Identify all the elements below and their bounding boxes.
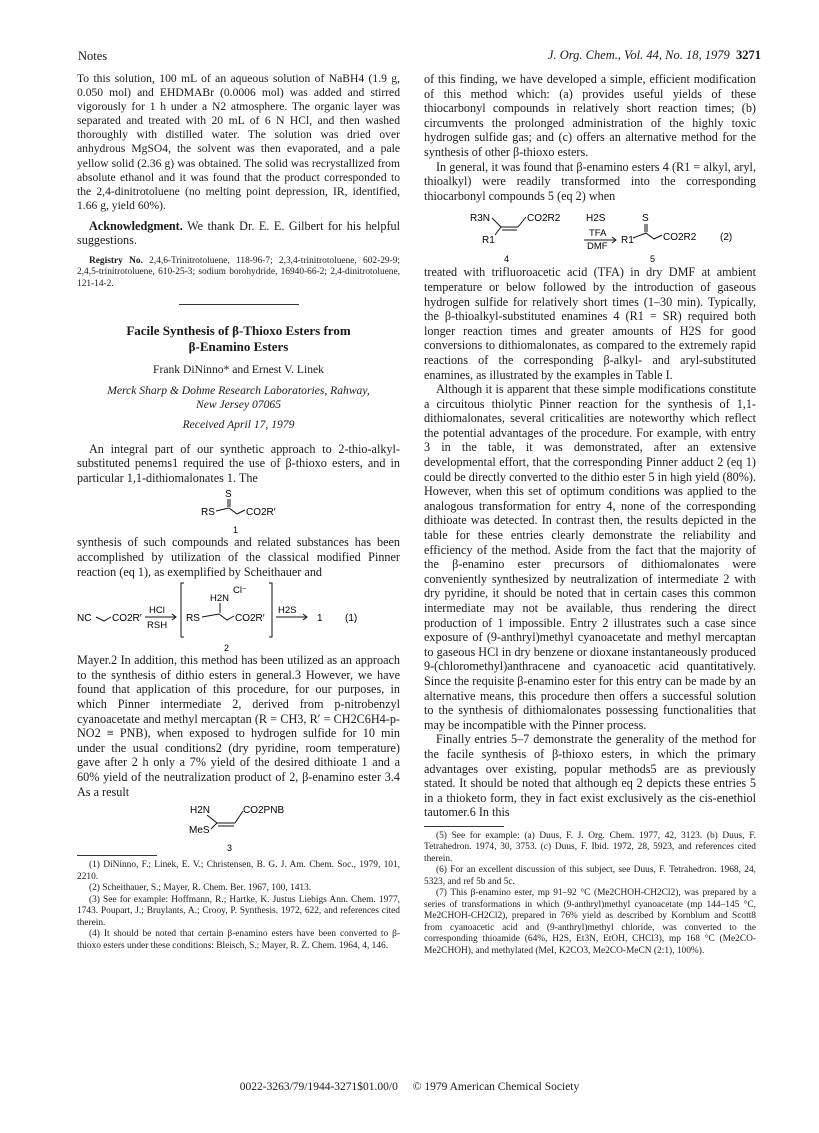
title-line-2: β-Enamino Esters — [188, 339, 289, 355]
received-date: Received April 17, 1979 — [182, 417, 295, 431]
structure-1-ester: CO2R′ — [246, 507, 276, 519]
eq2-sulfur: S — [642, 213, 649, 225]
footnote-4: (4) It should be noted that certain β-enamino esters have been converted to β-thioxo esters under these conditions: Bleisch, S.; Mayer, R. Z. Chem. 1964, 4, 146. — [77, 929, 400, 951]
structure-1-rs: RS — [201, 507, 215, 519]
eq2-ester: CO2R2 — [527, 213, 561, 225]
equation-2-drawing — [424, 203, 756, 265]
eq1-chloride: Cl⁻ — [233, 585, 247, 597]
footnote-2: (2) Scheithauer, S.; Mayer, R. Chem. Ber. 1967, 100, 1413. — [89, 883, 312, 894]
footnote-3: (3) See for example: Hoffmann, R.; Hartke, K. Justus Liebigs Ann. Chem. 1977, 1743. Poupart, J.; Bruylants, A.; Crooy, P. Synthesis. 1972, 622, and references cited therein. — [77, 894, 400, 928]
structure-3-mes: MeS — [189, 825, 210, 837]
authors: Frank DiNinno* and Ernest V. Linek — [153, 363, 324, 377]
acknowledgment — [77, 219, 400, 248]
structure-3-drawing — [77, 799, 400, 855]
eq1-hcl: HCl — [149, 605, 165, 617]
result-paragraph: Mayer.2 In addition, this method has been utilized as an approach to the synthesis of dithio esters in general.3 However, we have found that application of this procedure, for our purposes, in which Pinner intermediate 2, derived from p-nitrobenzyl cyanoacetate and methyl mercaptan (R = CH3, R′ = CH2C6H4-p-NO2 ≡ PNB), when exposed to hydrogen sulfide for 10 min under the usual conditions2 (dry pyridine, room temperature) gave after 2 h only a 7% yield of the desired dithioate 1 and a 60% yield of the neutralization product of 2, β-enamino ester 3.4 As a result — [77, 653, 400, 799]
eq2-h2s: H2S — [586, 213, 606, 225]
structure-1-drawing — [77, 485, 400, 535]
eq1-rsh: RSH — [147, 620, 168, 632]
eq2-dmf: DMF — [587, 241, 608, 253]
affiliation-line-2: New Jersey 07065 — [195, 397, 281, 411]
registry-text: 2,4,6-Trinitrotoluene, 118-96-7; 2,3,4-trinitrotoluene, 602-29-9; 2,4,5-trinitrotoluene, 610-25-3; sodium borohydride, 16940-66-2; 2,4-dinitrotoluene, 121-14-2. — [77, 255, 400, 289]
footnote-6: (6) For an excellent discussion of this subject, see Duus, F. Tetrahedron. 1968, 24, 5323, and ref 5b and 5c. — [424, 865, 756, 887]
page-footer — [0, 1081, 819, 1093]
registry-label: Registry No. — [89, 255, 143, 266]
structure-3-number: 3 — [227, 843, 233, 854]
eq2-number-4: 4 — [504, 254, 510, 265]
eq2-r1-product: R1 — [621, 235, 634, 247]
structure-1-sulfur: S — [225, 489, 232, 501]
eq2-ester-2: CO2R2 — [663, 232, 697, 244]
eq1-product: 1 — [317, 613, 323, 625]
eq1-rs: RS — [186, 613, 200, 625]
right-column — [424, 72, 756, 957]
advantages-paragraph: Although it is apparent that these simple modifications constitute a circuitous thiolytic Pinner reaction for the synthesis of 1,1-dithiomalonates, several criticalities are noteworthy which reflect the potential advantages of the procedure. For example, with entry 3 in the table, it was demonstrated, after an extensive developmental effort, that the corresponding Pinner adduct 2 (eq 1) could be directly converted to the dithio ester 5 in high yield (80%). However, when this set of optimum conditions was applied to the analogous transformation for entry 4, none of the corresponding dithioate was detected. In contrast then, the results depicted in the table for these entries clearly demonstrate the reliability and efficiency of the method. Aside from the fact that the majority of the β-enamino ester precursors of dithiomalonates were conveniently synthesized by neutralization of intermediate 2 with dry pyridine, it should be noted that in certain cases this common intermediate may not be available, thus rendering the direct production of 1 impossible. Entry 2 illustrates such a case since exposure of (9-anthryl)methyl cyanoacetate and methyl mercaptan to gaseous HCl in dry benzene or dioxane instantaneously produced 9-(chloromethyl)anthracene and cyanoacetic acid quantitatively. Since the requisite β-enamino ester for this entry can be made by an alternative means, this procedure then offers a successful solution to the synthesis of dithiomalonates possessing functionalities that may be incompatible with the Pinner process. — [424, 382, 756, 732]
eq2-number-5: 5 — [650, 254, 656, 265]
structure-3-h2n: H2N — [190, 805, 211, 817]
structure-3 — [77, 799, 400, 855]
eq1-intermediate-number: 2 — [224, 643, 230, 654]
footnote-5: (5) See for example: (a) Duus, F. J. Org. Chem. 1977, 42, 3123. (b) Duus, F. Tetrahedron. 1974, 30, 3753. (c) Duus, F. Ibid. 1972, 28, 5923, and references cited therein. — [424, 830, 756, 864]
eq2-r1: R1 — [482, 235, 495, 247]
pinner-paragraph: synthesis of such compounds and related substances has been accomplished by utilization of the classical modified Pinner reaction (eq 1), as exemplified by Scheithauer and — [77, 535, 400, 579]
modification-paragraph: of this finding, we have developed a simple, efficient modification of this method which: (a) provides useful yields of these thiocarbonyl compounds in relatively short reaction times; (b) circumvents the prolonged administration of the highly toxic hydrogen sulfide gas; and (c) offers an alternative method for the synthesis of other β-thioxo esters. — [424, 72, 756, 159]
conditions-paragraph: treated with trifluoroacetic acid (TFA) in dry DMF at ambient temperature or below followed by the introduction of gaseous hydrogen sulfide for relatively short times (1–30 min). Typically, the β-thioalkyl-substituted enamines 4 (R1 = SR) required both longer reaction times and greater amounts of H2S for good conversions to dithiomalonates, as compared to the extremely rapid reactions of the corresponding β-alkyl- and aryl-substituted enamines, as illustrated by the examples in Table I. — [424, 265, 756, 382]
article-title — [77, 323, 400, 355]
affiliation — [77, 384, 400, 412]
copyright: © 1979 American Chemical Society — [412, 1081, 580, 1093]
previous-article-paragraph: To this solution, 100 mL of an aqueous solution of NaBH4 (1.9 g, 0.050 mol) and EHDMABr (0.0006 mol) was added and stirred vigorously for 1 h under a N2 atmosphere. The organic layer was separated and treated with 20 mL of 6 N HCl, and then washed thoroughly with distilled water. The solution was dried over anhydrous MgSO4, the solvent was then evaporated, and a pale yellow solid (2.36 g) was obtained. The solid was recrystallized from absolute ethanol and it was found that the product corresponded to the 2,4-dinitrotoluene (no melting point depression, IR, identified, 1.66 g, yield 60%). — [77, 72, 400, 212]
structure-1-number: 1 — [233, 525, 239, 536]
right-footnotes — [424, 831, 756, 958]
eq1-ester-2: CO2R′ — [235, 613, 265, 625]
journal-citation: J. Org. Chem., Vol. 44, No. 18, 1979 — [547, 48, 730, 62]
structure-3-ester: CO2PNB — [243, 805, 285, 817]
equation-2 — [424, 203, 756, 265]
footnote-7: (7) This β-enamino ester, mp 91–92 °C (Me2CHOH-CH2Cl2), was prepared by a series of transformations in which (9-anthryl)methyl cyanoacetate (mp 144–145 °C, Me2CHOH-CH2Cl2), prepared in 76% yield as described by Kornblum and Scott8 from cyanoacetic acid and (9-anthryl)methyl chloride, was converted to the corresponding thioamide (64%, H2S, Et3N, EtOH, CHCl3), mp 168 °C (Me2CO-Me2CHOH), and methylated (MeI, K2CO3, Me2CO-MeCN (2:1), 100%). — [424, 888, 756, 956]
eq1-h2n: H2N — [210, 593, 230, 605]
acknowledgment-label: Acknowledgment. — [89, 218, 183, 233]
eq1-label: (1) — [345, 613, 358, 625]
eq1-ester: CO2R′ — [112, 613, 142, 625]
eq1-nc: NC — [77, 613, 92, 625]
page-header-right — [548, 48, 761, 63]
left-column — [77, 72, 400, 952]
structure-1 — [77, 485, 400, 535]
eq2-r3n: R3N — [470, 213, 491, 225]
affiliation-line-1: Merck Sharp & Dohme Research Laboratories, Rahway, — [107, 383, 370, 397]
left-footnotes — [77, 860, 400, 952]
acknowledgment-text: We thank Dr. E. E. Gilbert for his helpful suggestions. — [77, 218, 400, 248]
footnote-1: (1) DiNinno, F.; Linek, E. V.; Christensen, B. G. J. Am. Chem. Soc., 1979, 101, 2210. — [77, 860, 400, 882]
registry-numbers — [77, 256, 400, 291]
equation-1 — [77, 579, 400, 653]
intro-paragraph: An integral part of our synthetic approach to 2-thio-alkyl-substituted penems1 required the use of β-thioxo esters, and in particular 1,1-dithiomalonates 1. The — [77, 441, 400, 485]
title-line-1: Facile Synthesis of β-Thioxo Esters from — [126, 323, 351, 339]
page-header-left: Notes — [78, 49, 108, 63]
eq2-label: (2) — [720, 232, 733, 244]
eq1-h2s: H2S — [278, 605, 297, 617]
equation-1-drawing — [77, 579, 400, 653]
eq2-tfa: TFA — [589, 228, 607, 240]
generality-paragraph: Finally entries 5–7 demonstrate the generality of the method for the facile synthesis of β-thioxo esters, in which the primary advantages over existing, popular methods5 are as previously stated. It should be noted that although eq 2 depicts these entries 5 in a thioketo form, they in fact exist exclusively as the cis-enethiol tautomer.6 In this — [424, 732, 756, 820]
general-paragraph: In general, it was found that β-enamino esters 4 (R1 = alkyl, aryl, thioalkyl) were readily transformed into the corresponding thiocarbonyl compounds 5 (eq 2) when — [424, 159, 756, 203]
page-number: 3271 — [736, 48, 761, 62]
article-code: 0022-3263/79/1944-3271$01.00/0 — [239, 1081, 398, 1093]
